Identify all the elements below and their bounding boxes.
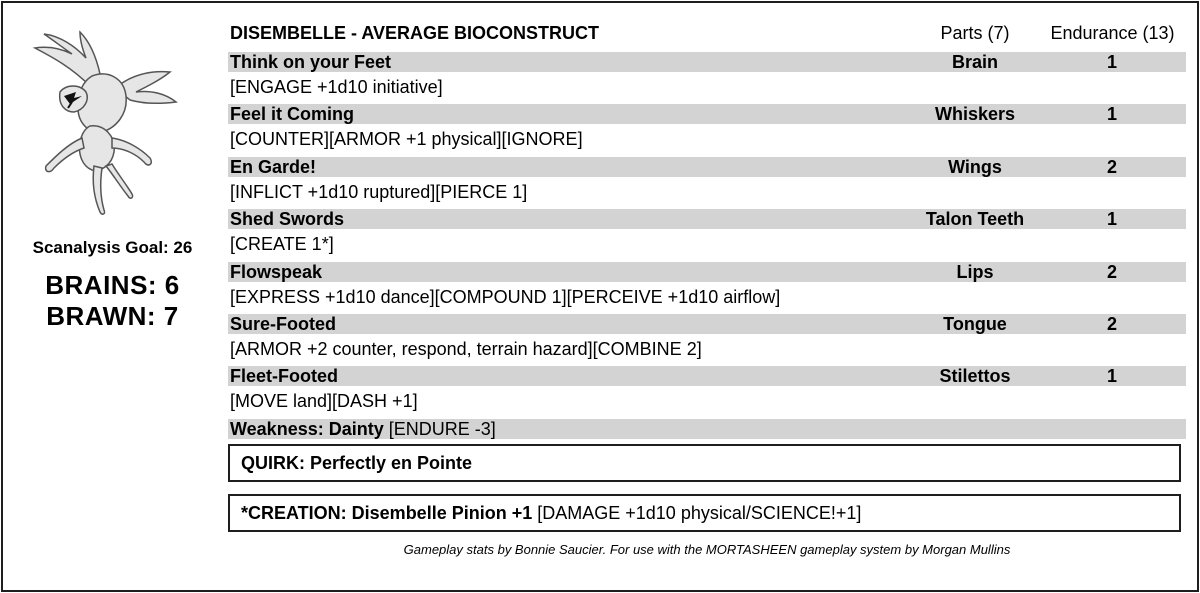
ability-effect-row — [228, 177, 1186, 207]
weakness-label: Weakness: Dainty — [230, 418, 384, 439]
ability-part: Stilettos — [939, 366, 1011, 387]
ability-name: Sure-Footed — [230, 313, 336, 334]
ability-effect: [MOVE land][DASH +1] — [230, 391, 418, 412]
ability-table — [228, 20, 1186, 439]
ability-row — [228, 209, 1186, 229]
ability-part: Lips — [956, 261, 994, 282]
ability-name: Shed Swords — [230, 209, 345, 230]
ability-part: Tongue — [943, 313, 1007, 334]
ability-endurance: 1 — [1106, 209, 1117, 230]
brawn-stat: BRAWN: 7 — [46, 301, 179, 331]
ability-part: Talon Teeth — [925, 209, 1025, 230]
quirk-box — [228, 444, 1181, 482]
ability-endurance: 2 — [1106, 156, 1117, 177]
creature-illustration — [20, 26, 185, 221]
credit-line: Gameplay stats by Bonnie Saucier. For use with the MORTASHEEN gameplay system by Morgan Mullins — [403, 542, 1011, 557]
ability-row — [228, 104, 1186, 124]
ability-part: Brain — [951, 52, 998, 72]
endurance-header: Endurance (13) — [1050, 23, 1175, 43]
ability-row — [228, 52, 1186, 72]
ability-row — [228, 157, 1186, 177]
table-header — [228, 20, 1186, 50]
creation-label: *CREATION: Disembelle Pinion +1 — [241, 503, 533, 523]
creation-box — [228, 494, 1181, 532]
ability-name: En Garde! — [230, 156, 317, 177]
ability-effect: [ENGAGE +1d10 initiative] — [230, 77, 443, 97]
ability-effect-row — [228, 282, 1186, 312]
ability-endurance: 2 — [1106, 261, 1117, 282]
ability-endurance: 1 — [1106, 366, 1117, 387]
ability-part: Wings — [948, 156, 1002, 177]
ability-effect-row — [228, 229, 1186, 259]
ability-endurance: 2 — [1106, 313, 1117, 334]
weakness-row — [228, 419, 1186, 439]
creation-effect: [DAMAGE +1d10 physical/SCIENCE!+1] — [537, 503, 862, 523]
ability-endurance: 1 — [1106, 52, 1117, 72]
ability-effect: [COUNTER][ARMOR +1 physical][IGNORE] — [230, 129, 583, 150]
brains-stat: BRAINS: 6 — [45, 270, 180, 300]
creature-panel — [0, 0, 225, 593]
ability-name: Think on your Feet — [230, 52, 392, 72]
ability-name: Flowspeak — [230, 261, 323, 282]
ability-endurance: 1 — [1106, 104, 1117, 125]
ability-effect-row — [228, 386, 1186, 416]
ability-effect: [CREATE 1*] — [230, 234, 334, 255]
ability-effect: [ARMOR +2 counter, respond, terrain hazard][COMBINE 2] — [230, 338, 702, 359]
ability-part: Whiskers — [934, 104, 1016, 125]
ability-name: Feel it Coming — [230, 104, 355, 125]
ability-effect: [EXPRESS +1d10 dance][COMPOUND 1][PERCEIVE +1d10 airflow] — [230, 286, 781, 307]
ability-effect-row — [228, 72, 1186, 102]
ability-row — [228, 314, 1186, 334]
creature-title: DISEMBELLE - AVERAGE BIOCONSTRUCT — [230, 23, 600, 43]
ability-row — [228, 366, 1186, 386]
scanalysis-goal: Scanalysis Goal: 26 — [32, 238, 193, 257]
quirk-label: QUIRK: Perfectly en Pointe — [241, 453, 473, 473]
weakness-effect: [ENDURE -3] — [388, 418, 496, 439]
parts-header: Parts (7) — [940, 23, 1010, 43]
ability-effect-row — [228, 124, 1186, 154]
ability-effect: [INFLICT +1d10 ruptured][PIERCE 1] — [230, 181, 528, 202]
ability-row — [228, 262, 1186, 282]
ability-effect-row — [228, 334, 1186, 364]
ability-name: Fleet-Footed — [230, 366, 338, 387]
